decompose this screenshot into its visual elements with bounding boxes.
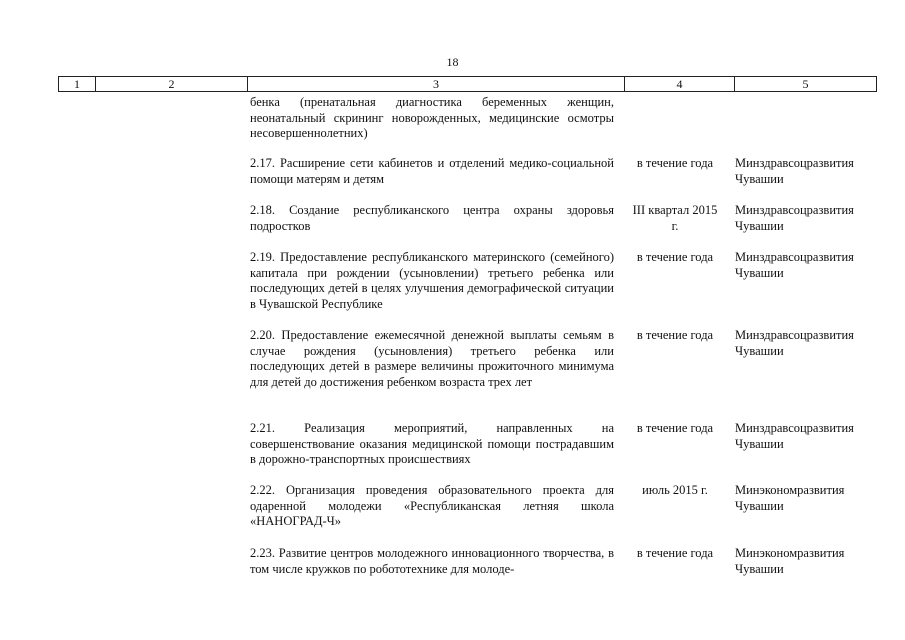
row-description: 2.19. Предоставление республиканского материнского (семейного) капитала при рождении (усыновлении) третьего ребенка или последующих детей в целях улучшения демографической ситуации в Чувашской Республике: [250, 250, 614, 311]
row-description: 2.18. Создание республиканского центра охраны здоровья подростков: [250, 203, 614, 233]
header-col-5: 5: [735, 77, 877, 92]
row-term: в течение года: [636, 421, 714, 435]
row-term: в течение года: [636, 328, 714, 342]
row-term: июль 2015 г.: [642, 483, 708, 497]
header-col-1: 1: [59, 77, 96, 92]
row-executor: Минздравсоцразвития Чувашии: [735, 156, 854, 186]
row-executor: Минздравсоцразвития Чувашии: [735, 203, 854, 233]
header-col-3: 3: [248, 77, 625, 92]
row-description: 2.17. Расширение сети кабинетов и отделений медико-социальной помощи матерям и детям: [250, 156, 614, 186]
row-description: 2.20. Предоставление ежемесячной денежной выплаты семьям в случае рождения (усыновления) третьего ребенка или последующих детей в размере величины прожиточного минимума для детей до достижения ребенком возраста трех лет: [250, 328, 614, 389]
row-executor: Минэкономразвития Чувашии: [735, 546, 845, 576]
page-number: 18: [446, 55, 459, 69]
row-executor: Минздравсоцразвития Чувашии: [735, 328, 854, 358]
table-header: [58, 76, 877, 92]
row-executor: Минздравсоцразвития Чувашии: [735, 250, 854, 280]
header-col-4: 4: [625, 77, 735, 92]
row-term: в течение года: [636, 250, 714, 264]
row-description: бенка (пренатальная диагностика беременных женщин, неонатальный скрининг новорожденных, медицинские осмотры несовершеннолетних): [250, 95, 614, 140]
row-term: III квартал 2015 г.: [632, 203, 718, 233]
row-executor: Минздравсоцразвития Чувашии: [735, 421, 854, 451]
row-executor: Минэкономразвития Чувашии: [735, 483, 845, 513]
row-description: 2.23. Развитие центров молодежного инновационного творчества, в том числе кружков по робототехнике для молоде-: [250, 546, 614, 576]
row-description: 2.21. Реализация мероприятий, направленных на совершенствование оказания медицинской помощи пострадавшим в дорожно-транспортных происшествиях: [250, 421, 614, 466]
row-description: 2.22. Организация проведения образовательного проекта для одаренной молодежи «Республиканская летняя школа «НАНОГРАД-Ч»: [250, 483, 614, 528]
row-term: в течение года: [636, 546, 714, 560]
header-col-2: 2: [96, 77, 248, 92]
row-term: в течение года: [636, 156, 714, 170]
